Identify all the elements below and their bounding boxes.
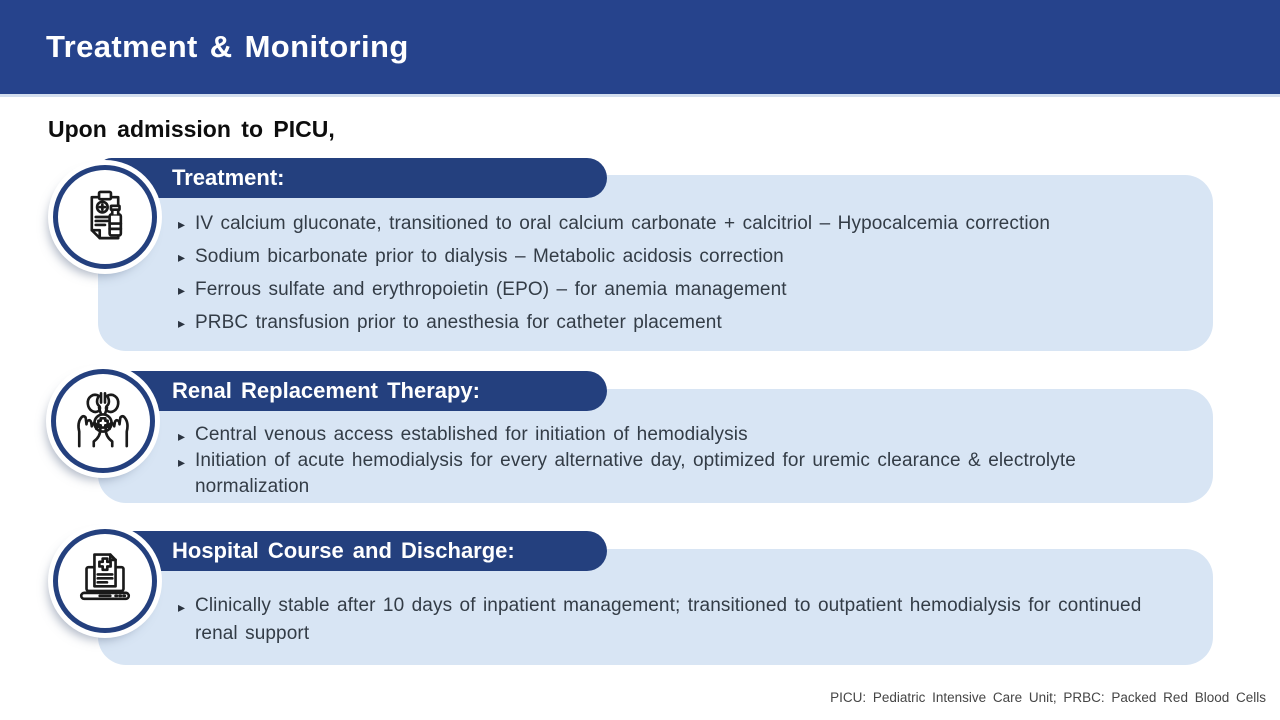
list-item	[180, 448, 1173, 500]
hospital-course-badge	[53, 529, 157, 633]
list-item	[180, 306, 1183, 339]
subtitle: Upon admission to PICU,	[48, 116, 335, 142]
bullet-text: Central venous access established for initiation of hemodialysis	[195, 424, 748, 445]
bullet-text: PRBC transfusion prior to anesthesia for catheter placement	[195, 312, 722, 333]
triangle-bullet-icon: ▸	[178, 599, 186, 615]
triangle-bullet-icon: ▸	[178, 315, 186, 331]
treatment-bullet-list	[98, 175, 1213, 339]
laptop-medical-record-icon	[72, 548, 138, 614]
bullet-text: IV calcium gluconate, transitioned to oral calcium carbonate + calcitriol – Hypocalcemia correction	[195, 213, 1050, 234]
list-item	[180, 273, 1183, 306]
section-header-label: Hospital Course and Discharge:	[172, 538, 515, 563]
treatment-panel	[98, 175, 1213, 351]
triangle-bullet-icon: ▸	[178, 249, 186, 265]
list-item	[180, 592, 1163, 648]
bullet-text: Sodium bicarbonate prior to dialysis – Metabolic acidosis correction	[195, 246, 784, 267]
treatment-badge	[53, 165, 157, 269]
abbreviation-footnote: PICU: Pediatric Intensive Care Unit; PRBC: Packed Red Blood Cells	[830, 690, 1266, 705]
bullet-text: Ferrous sulfate and erythropoietin (EPO) – for anemia management	[195, 279, 787, 300]
triangle-bullet-icon: ▸	[178, 282, 186, 298]
clipboard-medicine-icon	[72, 184, 138, 250]
list-item	[180, 240, 1183, 273]
bullet-text: Initiation of acute hemodialysis for every alternative day, optimized for uremic clearance & electrolyte normalization	[195, 450, 1076, 497]
triangle-bullet-icon: ▸	[178, 428, 186, 444]
kidney-care-icon	[70, 388, 136, 454]
section-header-label: Renal Replacement Therapy:	[172, 378, 480, 403]
page-title: Treatment & Monitoring	[46, 29, 409, 64]
hospital-course-header-pill	[97, 531, 607, 571]
renal-replacement-header-pill	[97, 371, 607, 411]
triangle-bullet-icon: ▸	[178, 454, 186, 470]
renal-replacement-badge	[51, 369, 155, 473]
bullet-text: Clinically stable after 10 days of inpatient management; transitioned to outpatient hemodialysis for continued renal support	[195, 595, 1142, 644]
list-item	[180, 422, 1173, 448]
triangle-bullet-icon: ▸	[178, 216, 186, 232]
treatment-header-pill	[97, 158, 607, 198]
list-item	[180, 207, 1183, 240]
section-header-label: Treatment:	[172, 165, 285, 190]
header-bar	[0, 0, 1280, 97]
